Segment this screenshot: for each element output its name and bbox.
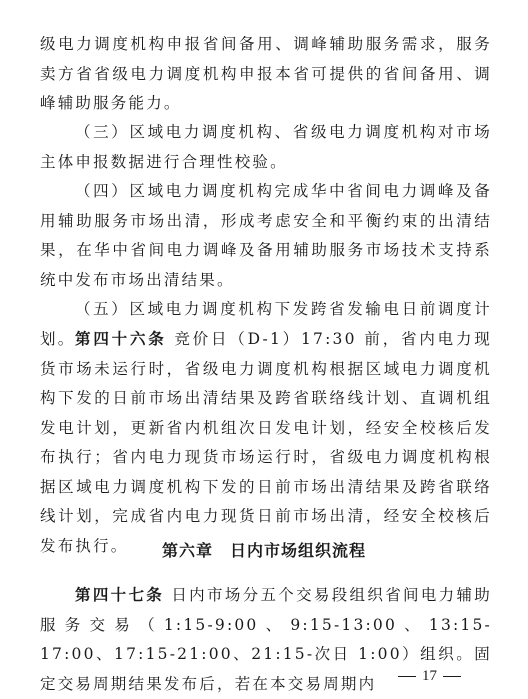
- article-46: [40, 324, 492, 561]
- paragraph-continuation: 级电力调度机构申报省间备用、调峰辅助服务需求，服务卖方省省级电力调度机构申报本省可提供的省间备用、调峰辅助服务能力。: [40, 35, 492, 112]
- article-46-text: 竞价日（D-1）17:30 前，省内电力现货市场未运行时，省级电力调度机构根据区域电力调度机构下发的日前市场出清结果及跨省联络线计划、直调机组发电计划，更新省内机组次日发电计划，经安全校核后发布执行；省内电力现货市场运行时，省级电力调度机构根据区域电力调度机构下发的日前市场出清结果及跨省联络线计划，完成省内电力现货日前市场出清，经安全校核后发布执行。: [40, 330, 492, 555]
- chapter-title: 第六章 日内市场组织流程: [161, 541, 366, 560]
- page-footer: [398, 668, 478, 685]
- paragraph-item-4: （四）区域电力调度机构完成华中省间电力调峰及备用辅助服务市场出清，形成考虑安全和平衡约束的出清结果，在华中省间电力调峰及备用辅助服务市场技术支持系统中发布市场出清结果。: [40, 182, 492, 289]
- footer-dash-left: [398, 676, 416, 677]
- page-number: 17: [422, 668, 437, 684]
- article-47-text: 日内市场分五个交易段组织省间电力辅助服务交易（1:15-9:00、9:15-13:00、13:15-17:00、17:15-21:00、21:15-次日 1:00）组织。固定交易周期结果发布后，若在本交易周期内: [40, 586, 492, 693]
- article-47-heading: 第四十七条: [75, 585, 165, 604]
- article-46-heading: 第四十六条: [75, 329, 167, 348]
- paragraph-item-3: （三）区域电力调度机构、省级电力调度机构对市场主体申报数据进行合理性校验。: [40, 123, 492, 171]
- footer-dash-right: [443, 676, 461, 677]
- paragraph-item-5: （五）区域电力调度机构下发跨省发输电日前调度计划。: [40, 300, 492, 348]
